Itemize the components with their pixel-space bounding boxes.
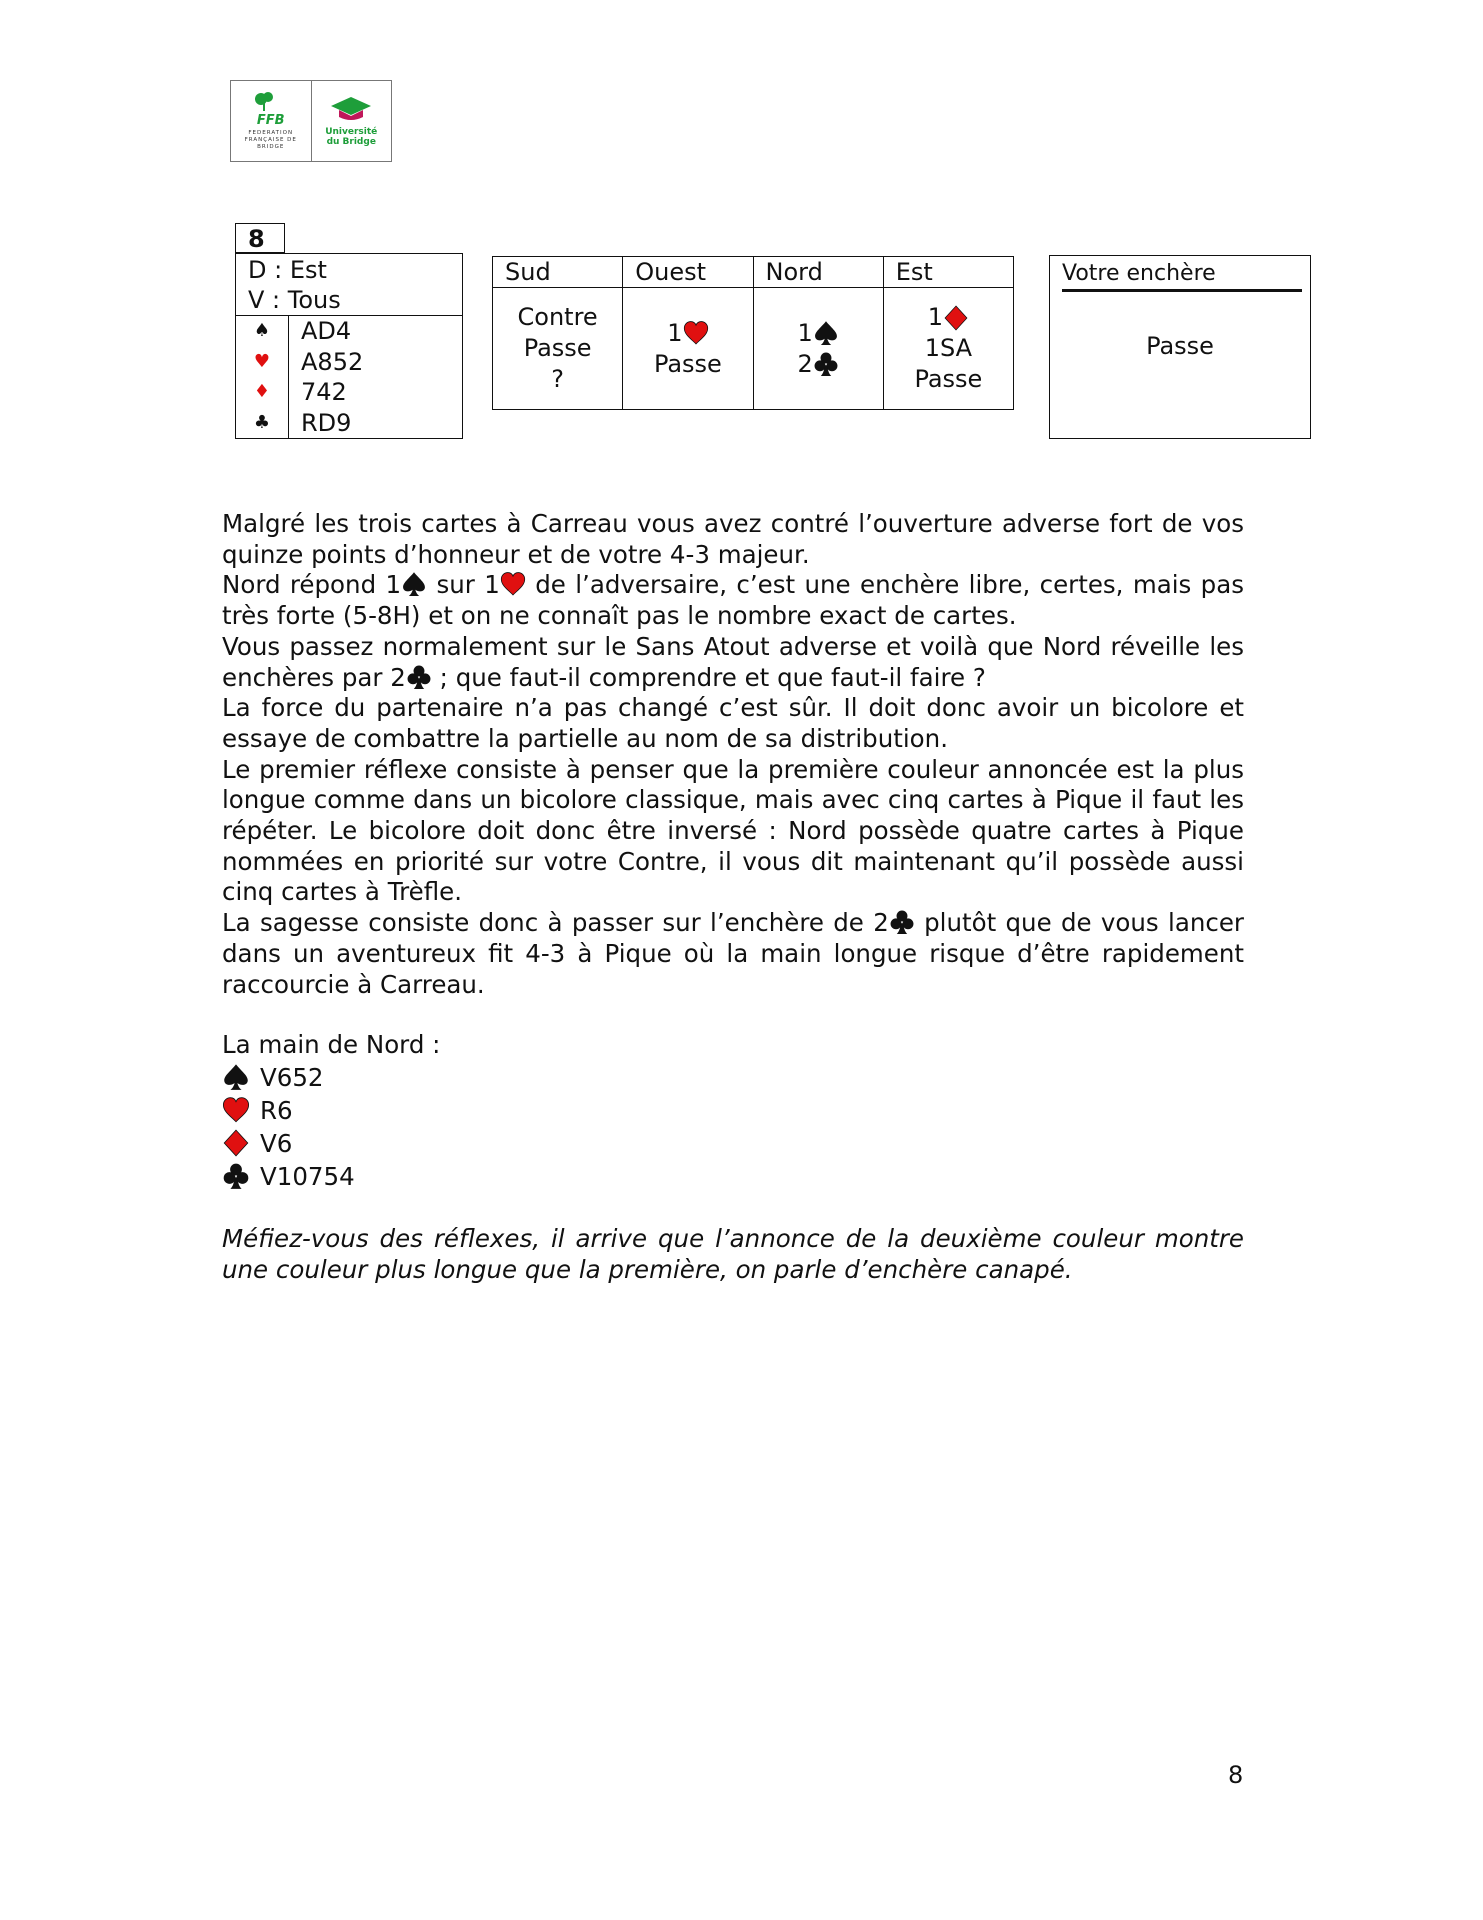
club-icon (889, 909, 915, 935)
club-icon (813, 351, 839, 377)
ffb-federation-text: FEDERATION FRANÇAISE DE BRIDGE (244, 130, 297, 150)
board-number: 8 (235, 223, 285, 253)
heart-cards: A852 (301, 347, 364, 376)
nord-spades: V652 (222, 1061, 1244, 1094)
ffb-logo-left (231, 81, 311, 161)
paragraph: Malgré les trois cartes à Carreau vous avez contré l’ouverture adverse fort de vos quinze points d’honneur et de votre 4-3 majeur. (222, 509, 1244, 569)
bid: 1 (928, 302, 969, 333)
bidding-header-sud: Sud (493, 257, 622, 288)
dealer: D : Est (248, 256, 327, 284)
nord-hearts: R6 (222, 1094, 1244, 1127)
club-cards: RD9 (301, 408, 352, 437)
diamond-icon: ♦ (253, 381, 271, 402)
universite-text: Université du Bridge (325, 127, 378, 147)
paragraph: Vous passez normalement sur le Sans Atout adverse et voilà que Nord réveille les enchères par 2 ; que faut-il comprendre et que faut-il faire ? (222, 631, 1244, 692)
heart-icon (222, 1096, 250, 1124)
bidding-col-sud (493, 257, 622, 409)
bid: Passe (523, 334, 592, 362)
votre-enchere-box (1049, 255, 1311, 439)
spade-icon (401, 571, 427, 597)
heart-icon (683, 320, 709, 346)
club-icon (222, 1162, 250, 1190)
bid: 1SA (924, 334, 973, 362)
bidding-table (492, 256, 1014, 410)
spade-icon (813, 320, 839, 346)
deal-box (235, 253, 463, 439)
diamond-cards: 742 (301, 378, 347, 406)
bid: 2 (797, 349, 838, 380)
club-icon (406, 664, 432, 690)
cards-column (289, 316, 363, 438)
universite-logo (311, 81, 392, 161)
bid: Passe (914, 365, 983, 393)
south-hand (236, 316, 462, 438)
bid: 1 (797, 318, 838, 349)
votre-enchere-title: Votre enchère (1062, 259, 1302, 292)
spade-icon: ♠ (253, 320, 271, 341)
nord-hand (222, 1030, 1244, 1193)
paragraph: Le premier réflexe consiste à penser que la première couleur annoncée est la plus longue comme dans un bicolore classique, mais avec cinq cartes à Pique il faut les répéter. Le bicolore doit donc être inversé : Nord possède quatre cartes à Pique nommées en priorité sur votre Contre, il vous dit maintenant qu’il possède aussi cinq cartes à Trèfle. (222, 754, 1244, 907)
bidding-col-nord (753, 257, 883, 409)
bid: 1 (667, 318, 708, 349)
spade-cards: AD4 (301, 317, 352, 345)
ffb-logo (230, 80, 392, 162)
bidding-col-est (883, 257, 1013, 409)
bid: ? (551, 365, 564, 393)
nord-diamonds: V6 (222, 1127, 1244, 1160)
paragraph: La sagesse consiste donc à passer sur l’enchère de 2 plutôt que de vous lancer dans un aventureux fit 4-3 à Pique où la main longue risque d’être rapidement raccourcie à Carreau. (222, 908, 1244, 999)
nord-hand-title: La main de Nord : (222, 1030, 441, 1060)
dealer-vulnerability (236, 254, 462, 316)
bid: Contre (517, 303, 598, 331)
vulnerability: V : Tous (248, 286, 341, 314)
paragraph: Nord répond 1 sur 1 de l’adversaire, c’est une enchère libre, certes, mais pas très forte (5-8H) et on ne connaît pas le nombre exact de cartes. (222, 570, 1245, 631)
ffb-logo-text: FFB (256, 113, 285, 128)
bidding-col-ouest (622, 257, 752, 409)
heart-icon: ♥ (253, 350, 271, 372)
page-number: 8 (1228, 1761, 1244, 1789)
paragraph: La force du partenaire n’a pas changé c’est sûr. Il doit donc avoir un bicolore et essaye de combattre la partielle au nom de sa distribution. (222, 693, 1244, 753)
conclusion: Méfiez-vous des réflexes, il arrive que l’annonce de la deuxième couleur montre une couleur plus longue que la première, on parle d’enchère canapé. (222, 1223, 1244, 1284)
bidding-header-est: Est (884, 257, 1013, 288)
bidding-header-nord: Nord (754, 257, 883, 288)
nord-clubs: V10754 (222, 1160, 1244, 1193)
bidding-header-ouest: Ouest (623, 257, 752, 288)
spade-icon (222, 1063, 250, 1091)
suit-column (236, 316, 289, 438)
heart-icon (500, 571, 526, 597)
graduation-cap-icon (329, 95, 373, 125)
diamond-icon (943, 305, 969, 331)
bid: Passe (653, 349, 722, 378)
explanation-text (222, 509, 1244, 1285)
votre-enchere-answer: Passe (1146, 332, 1214, 360)
club-icon: ♣ (253, 411, 271, 433)
diamond-icon (222, 1129, 250, 1157)
tree-icon (253, 91, 289, 113)
